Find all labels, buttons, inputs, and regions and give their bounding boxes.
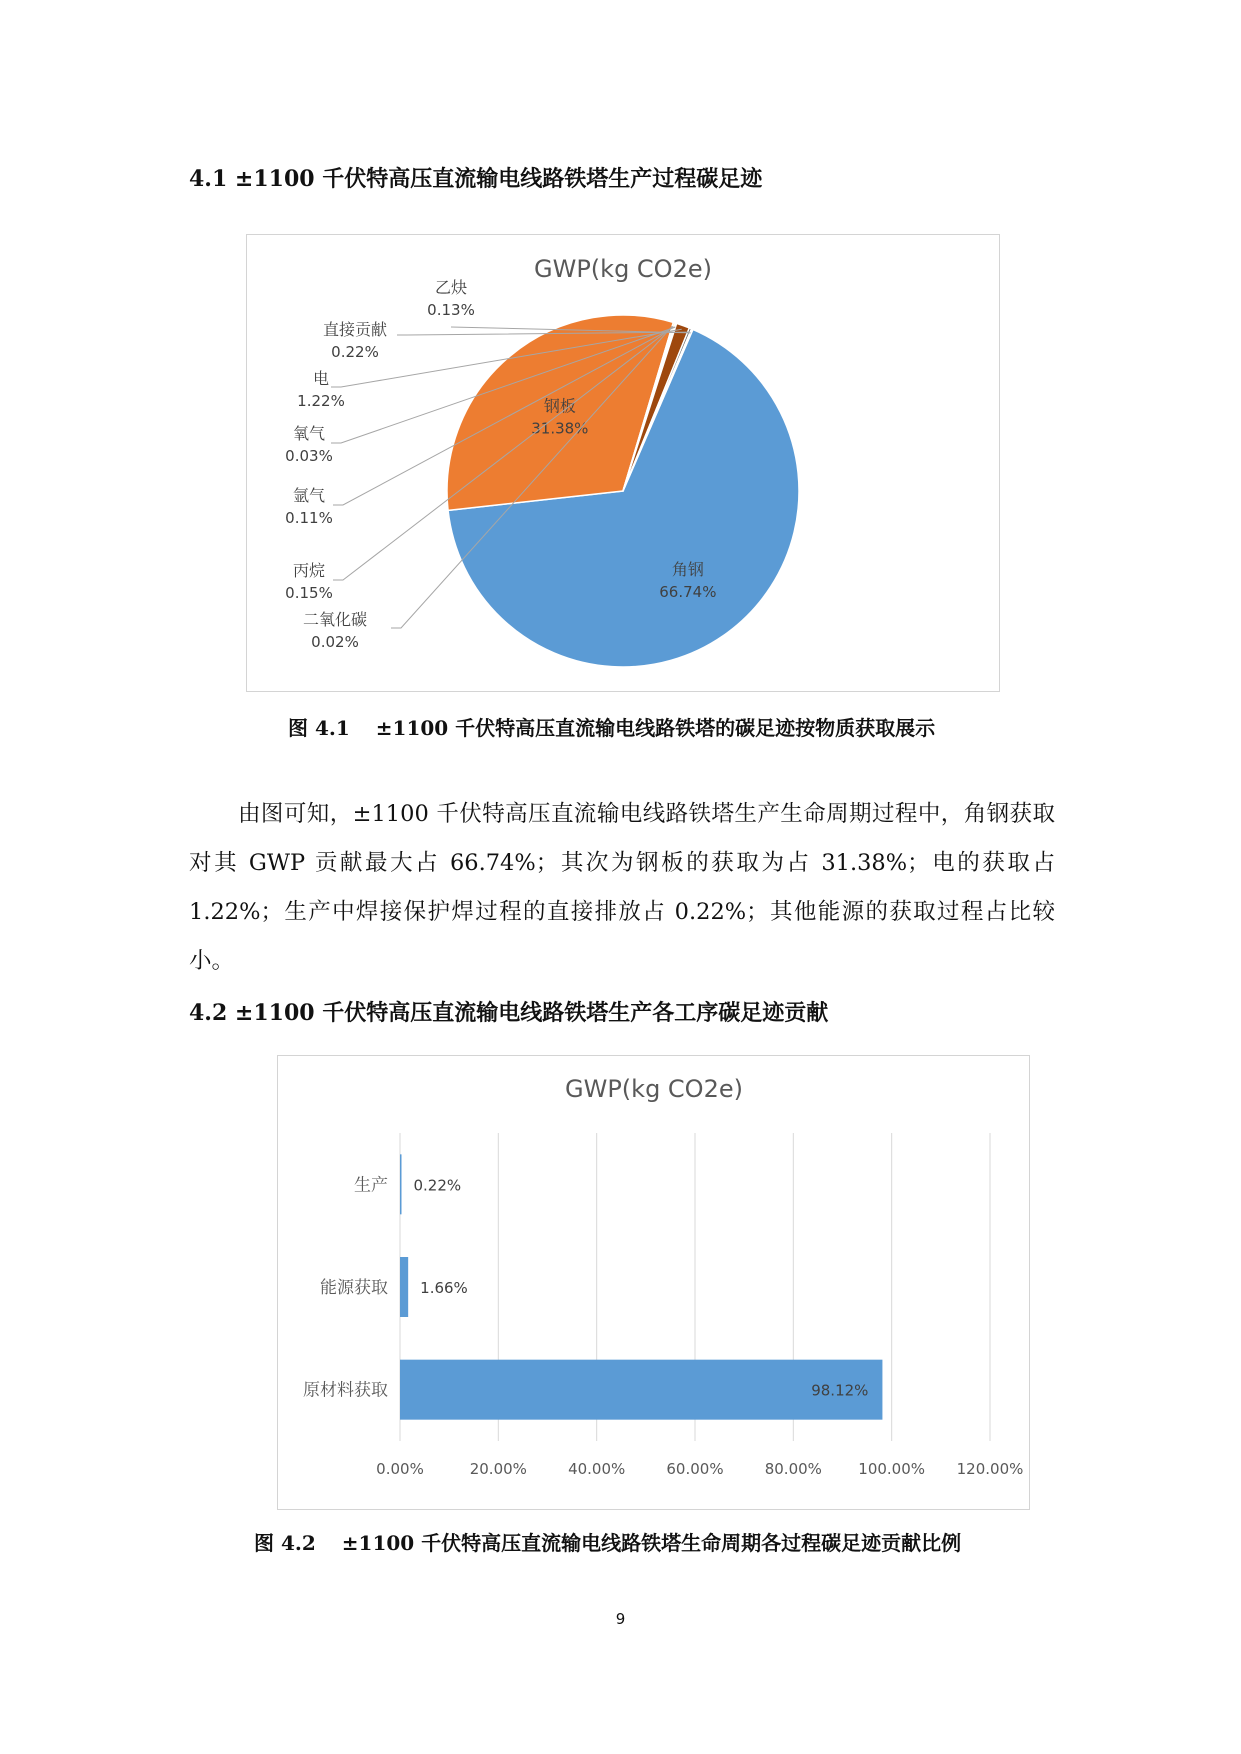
- bar-xtick-3: 60.00%: [666, 1460, 724, 1478]
- pie-label-value-1: 31.38%: [531, 419, 589, 438]
- pie-label-value-2: 0.02%: [311, 633, 359, 651]
- bar-xtick-4: 80.00%: [764, 1460, 822, 1478]
- bar-title: GWP(kg CO2e): [565, 1075, 743, 1103]
- pie-label-value-5: 0.03%: [285, 447, 333, 465]
- pie-label-name-4: 氩气: [292, 486, 326, 505]
- bar-category-label-2: 原材料获取: [303, 1380, 388, 1401]
- bar-category-label-1: 能源获取: [320, 1278, 388, 1298]
- pie-label-name-7: 直接贡献: [322, 320, 388, 339]
- pie-label-name-3: 丙烷: [292, 561, 326, 580]
- pie-label-value-3: 0.15%: [285, 584, 333, 602]
- pie-label-value-7: 0.22%: [331, 343, 379, 361]
- bar-0: [400, 1154, 402, 1214]
- bar-1: [400, 1257, 408, 1317]
- bar-category-label-0: 生产: [354, 1175, 388, 1196]
- section-heading-4-1: 4.1 ±1100 千伏特高压直流输电线路铁塔生产过程碳足迹: [189, 166, 763, 192]
- bar-value-label-0: 0.22%: [413, 1176, 462, 1195]
- pie-chart: [247, 235, 999, 691]
- pie-label-value-4: 0.11%: [285, 509, 333, 527]
- figure-1-caption: [288, 712, 935, 741]
- page-number: 9: [615, 1610, 626, 1628]
- bar-chart: [278, 1056, 1029, 1509]
- bar-xtick-2: 40.00%: [568, 1460, 626, 1478]
- figure-2-caption: [254, 1527, 961, 1556]
- pie-label-name-8: 乙炔: [434, 278, 468, 297]
- figure-1-number: 图 4.1: [288, 716, 350, 740]
- bar-xtick-5: 100.00%: [858, 1460, 926, 1478]
- pie-label-value-0: 66.74%: [659, 582, 717, 601]
- bar-xtick-6: 120.00%: [956, 1460, 1024, 1478]
- pie-label-name-0: 角钢: [671, 559, 704, 579]
- bar-xtick-1: 20.00%: [469, 1460, 527, 1478]
- pie-label-value-8: 0.13%: [427, 301, 475, 319]
- bar-value-label-2: 98.12%: [811, 1381, 869, 1400]
- figure-1-caption-text: ±1100 千伏特高压直流输电线路铁塔的碳足迹按物质获取展示: [375, 716, 936, 740]
- bar-xtick-0: 0.00%: [376, 1460, 424, 1478]
- pie-label-name-5: 氧气: [292, 424, 326, 443]
- pie-title: GWP(kg CO2e): [534, 255, 712, 283]
- pie-label-name-2: 二氧化碳: [302, 610, 368, 629]
- section-heading-4-2: 4.2 ±1100 千伏特高压直流输电线路铁塔生产各工序碳足迹贡献: [189, 1000, 829, 1026]
- bar-chart-container: [277, 1055, 1030, 1510]
- pie-chart-container: [246, 234, 1000, 692]
- bar-2: [400, 1360, 882, 1420]
- pie-label-name-6: 电: [312, 369, 330, 388]
- pie-label-name-1: 钢板: [543, 396, 576, 416]
- figure-2-caption-text: ±1100 千伏特高压直流输电线路铁塔生命周期各过程碳足迹贡献比例: [341, 1531, 962, 1555]
- bar-value-label-1: 1.66%: [420, 1279, 468, 1297]
- pie-label-value-6: 1.22%: [297, 392, 345, 410]
- figure-2-number: 图 4.2: [254, 1531, 316, 1555]
- body-paragraph: 由图可知，±1100 千伏特高压直流输电线路铁塔生产生命周期过程中，角钢获取对其 GWP 贡献最大占 66.74%；其次为钢板的获取为占 31.38%；电的获取占 1.22%；生产中焊接保护焊过程的直接排放占 0.22%；其他能源的获取过程占比较小。: [189, 801, 1055, 974]
